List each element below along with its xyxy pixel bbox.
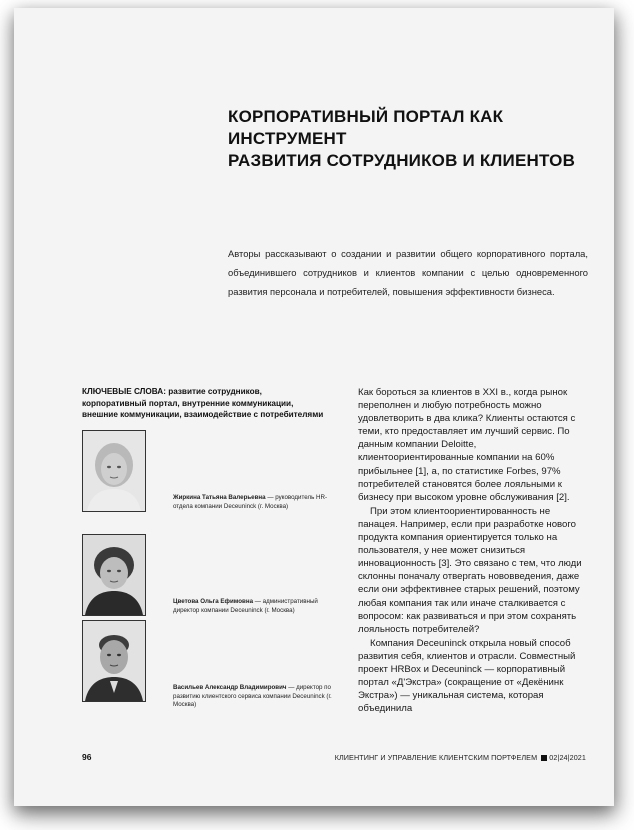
article-body [358, 386, 590, 715]
body-paragraph: При этом клиентоориентированность не панацея. Например, если при разработке нового продукта компания ориентируется только на пользователя, у нее может снизиться инновационность [3]. Это связано с тем, что люди склонны поначалу отвергать нововведения, даже если они эффективнее старых решений, поэтому любая компания так или иначе сталкивается с вопросом: как развиваться и при этом сохранять лояльность потребителей? [358, 505, 582, 635]
article-abstract: Авторы рассказывают о создании и развитии общего корпоративного портала, объединившего сотрудников и клиентов компании с целью одновременного развития персонала и потребителей, повышения эффективности бизнеса. [228, 248, 588, 297]
article-title [228, 106, 588, 172]
square-separator-icon [541, 755, 547, 761]
issue-number: 02|24|2021 [549, 753, 586, 762]
author-name: Васильев Александр Владимирович [173, 684, 287, 691]
author-card [82, 620, 332, 709]
title-line-2: РАЗВИТИЯ СОТРУДНИКОВ И КЛИЕНТОВ [228, 151, 576, 170]
author-name: Цветова Ольга Ефимовна [173, 598, 254, 605]
author-photo [82, 620, 146, 702]
running-footer [335, 753, 586, 762]
author-caption [173, 598, 333, 615]
page-number: 96 [82, 752, 92, 762]
magazine-page [14, 8, 614, 806]
author-role: — директор по развитию клиентского сервиса компании Deceuninck (г. Москва) [173, 684, 332, 709]
author-card [82, 430, 332, 514]
author-photo [82, 534, 146, 616]
author-photo [82, 430, 146, 512]
author-role: — административный директор компании Deceuninck (г. Москва) [173, 598, 318, 614]
body-paragraph: Компания Deceuninck открыла новый способ развития себя, клиентов и отрасли. Совместный проект HRBox и Deceuninck — корпоративный портал «Д'Экстра» (сокращение от «Декёнинк Экстра») — уникальная система, которая объединила [358, 637, 576, 715]
author-card [82, 534, 332, 618]
body-paragraph: Как бороться за клиентов в XXI в., когда рынок переполнен и любую потребность можно удовлетворить в два клика? Клиенты остаются с теми, кто предоставляет им лучший сервис. По данным компании Deloitte, клиентоориентированные компании на 60% прибыльнее [1], а, по статистике Forbes, 97% потребителей становятся более лояльными к бизнесу при высоком уровне обслуживания [2]. [358, 387, 576, 503]
author-caption [173, 684, 333, 710]
journal-name: КЛИЕНТИНГ И УПРАВЛЕНИЕ КЛИЕНТСКИМ ПОРТФЕЛЕМ [334, 753, 538, 762]
keywords: КЛЮЧЕВЫЕ СЛОВА: развитие сотрудников, корпоративный портал, внутренние коммуникации, внешние коммуникации, взаимодействие с потребителями [82, 387, 324, 419]
author-name: Жиркина Татьяна Валерьевна [173, 494, 266, 501]
author-caption [173, 494, 333, 511]
author-role: — руководитель HR-отдела компании Deceuninck (г. Москва) [173, 494, 328, 510]
title-line-1: КОРПОРАТИВНЫЙ ПОРТАЛ КАК ИНСТРУМЕНТ [228, 107, 504, 148]
